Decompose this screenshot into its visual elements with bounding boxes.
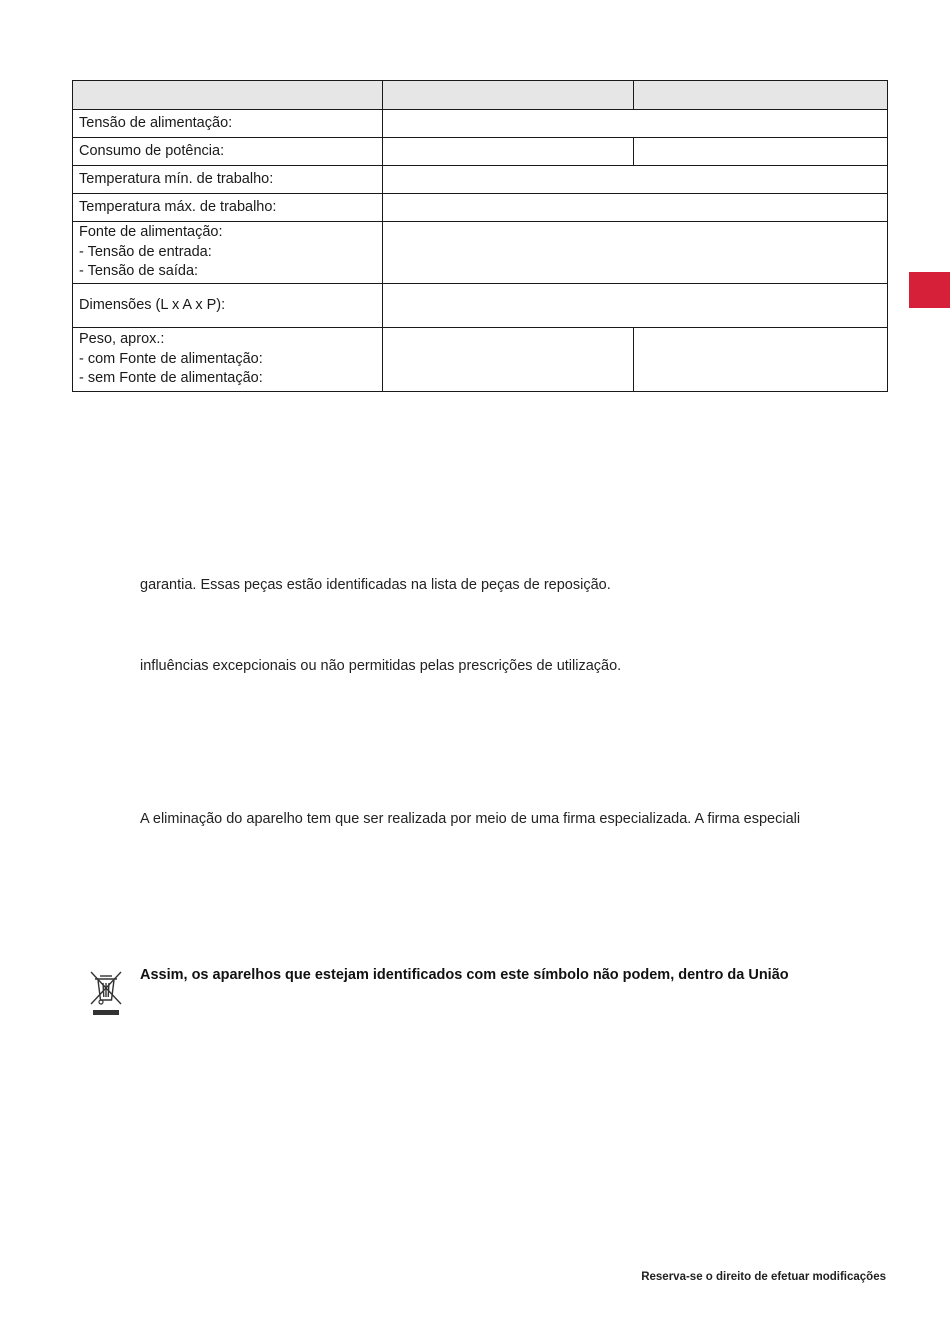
footer-note: Reserva-se o direito de efetuar modificações <box>641 1271 886 1283</box>
value-cell <box>383 194 888 222</box>
influences-paragraph: influências excepcionais ou não permitidas pelas prescrições de utilização. <box>140 658 622 674</box>
row-label-dimensions: Dimensões (L x A x P): <box>73 284 383 328</box>
section-color-tab <box>909 272 950 308</box>
disposal-paragraph: A eliminação do aparelho tem que ser realizada por meio de uma firma especializada. A firma especiali <box>140 811 801 827</box>
header-cell <box>383 81 634 110</box>
table-header-row <box>73 81 888 110</box>
label-line: - Tensão de entrada: <box>79 243 212 260</box>
header-cell <box>73 81 383 110</box>
value-cell <box>383 110 888 138</box>
row-label-power-consumption: Consumo de potência: <box>73 138 383 166</box>
row-label-supply-voltage: Tensão de alimentação: <box>73 110 383 138</box>
value-cell <box>383 328 634 392</box>
table-row <box>73 222 888 284</box>
label-line: - com Fonte de alimentação: <box>79 350 263 367</box>
label-line: Fonte de alimentação: <box>79 224 223 241</box>
row-label-weight <box>73 328 383 392</box>
table-row <box>73 284 888 328</box>
row-label-min-temperature: Temperatura mín. de trabalho: <box>73 166 383 194</box>
table-row <box>73 194 888 222</box>
header-cell <box>634 81 888 110</box>
warranty-paragraph: garantia. Essas peças estão identificadas na lista de peças de reposição. <box>140 577 611 593</box>
table-row <box>73 138 888 166</box>
label-line: Peso, aprox.: <box>79 331 165 348</box>
value-cell <box>634 138 888 166</box>
row-label-max-temperature: Temperatura máx. de trabalho: <box>73 194 383 222</box>
value-cell <box>383 166 888 194</box>
table-row <box>73 328 888 392</box>
label-line: - Tensão de saída: <box>79 263 199 280</box>
label-line: - sem Fonte de alimentação: <box>79 370 263 387</box>
value-cell <box>383 138 634 166</box>
value-cell <box>634 328 888 392</box>
table-row <box>73 110 888 138</box>
weee-bin-icon <box>88 970 124 1018</box>
value-cell <box>383 284 888 328</box>
technical-data-table <box>72 80 888 392</box>
row-label-power-supply <box>73 222 383 284</box>
value-cell <box>383 222 888 284</box>
weee-notice-paragraph: Assim, os aparelhos que estejam identificados com este símbolo não podem, dentro da União <box>140 967 789 983</box>
table-row <box>73 166 888 194</box>
